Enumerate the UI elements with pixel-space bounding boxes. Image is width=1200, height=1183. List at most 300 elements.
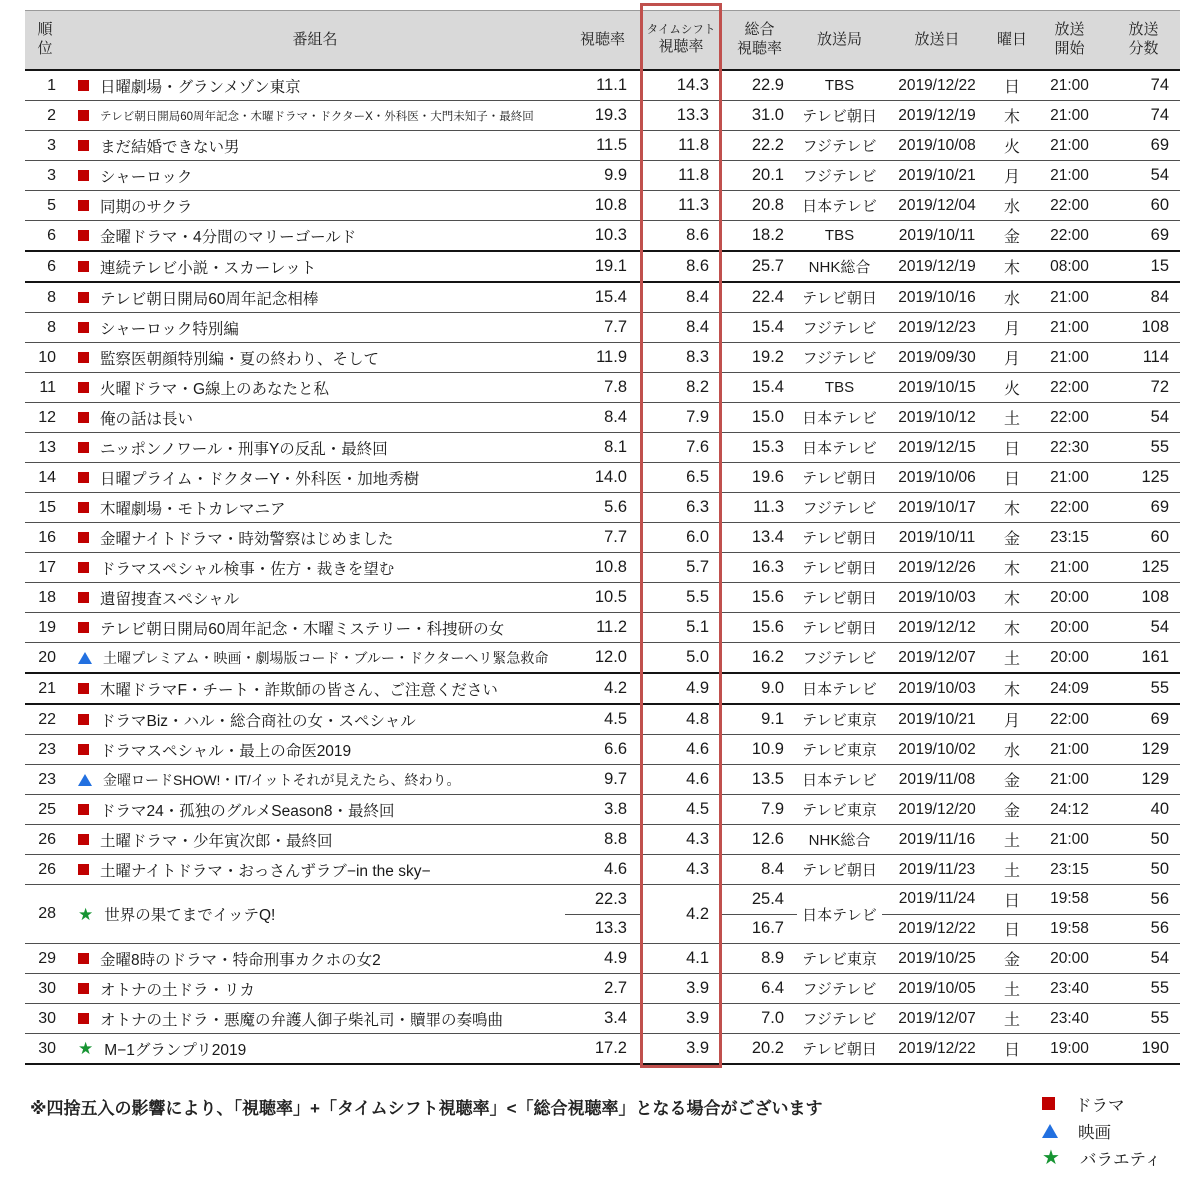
cell-rating: 8.8 xyxy=(604,830,627,848)
cell-station: 日本テレビ xyxy=(802,772,877,789)
cell-program-name xyxy=(65,497,565,519)
cell-station: 日本テレビ xyxy=(802,681,877,698)
cell-rating: 7.7 xyxy=(604,528,627,546)
cell-timeshift: 4.1 xyxy=(686,949,709,967)
table-row xyxy=(25,101,1180,131)
cell-timeshift: 8.6 xyxy=(686,257,709,275)
cell-station: フジテレビ xyxy=(802,350,877,367)
cell-timeshift: 14.3 xyxy=(676,76,709,94)
cell-day: 月 xyxy=(1003,351,1020,368)
cell-program-name xyxy=(65,225,565,247)
cell-program-name xyxy=(65,770,565,790)
cell-program-name xyxy=(65,557,565,579)
program-name-text: 連続テレビ小説・スカーレット xyxy=(100,259,317,277)
program-name-text: テレビ朝日開局60周年記念相棒 xyxy=(100,290,319,308)
drama-square-icon xyxy=(78,592,89,603)
program-name-text: ドラマBiz・ハル・総合商社の女・スペシャル xyxy=(100,712,416,730)
legend-label: ドラマ xyxy=(1075,1096,1125,1115)
cell-day: 水 xyxy=(1003,291,1020,308)
variety-star-icon: ★ xyxy=(78,1039,94,1058)
cell-timeshift: 4.2 xyxy=(686,904,709,923)
cell-date: 2019/12/12 xyxy=(898,618,976,636)
table-row xyxy=(25,493,1180,523)
cell-timeshift: 5.7 xyxy=(686,558,709,576)
table-row xyxy=(25,583,1180,613)
cell-total: 15.3 xyxy=(751,438,784,456)
cell-rank: 11 xyxy=(39,378,56,396)
cell-timeshift: 11.3 xyxy=(678,196,709,214)
sub-rating: 13.3 xyxy=(594,919,627,938)
cell-station: フジテレビ xyxy=(802,500,877,517)
cell-timeshift: 8.3 xyxy=(686,348,709,366)
cell-minutes: 55 xyxy=(1150,679,1169,697)
movie-triangle-icon xyxy=(78,652,92,664)
col-header-minutes xyxy=(1107,21,1180,59)
cell-station: 日本テレビ xyxy=(802,440,877,457)
cell-date: 2019/09/30 xyxy=(898,348,976,366)
program-name-text: ニッポンノワール・刑事Yの反乱・最終回 xyxy=(100,440,388,458)
cell-date: 2019/12/19 xyxy=(898,106,976,124)
cell-station: フジテレビ xyxy=(802,650,877,667)
cell-start: 20:00 xyxy=(1050,648,1089,666)
program-name-text: 金曜ナイトドラマ・時効警察はじめました xyxy=(100,530,394,548)
cell-start: 22:00 xyxy=(1050,196,1089,214)
cell-minutes: 190 xyxy=(1141,1039,1169,1057)
cell-total: 15.4 xyxy=(751,318,784,336)
cell-start: 22:00 xyxy=(1050,408,1089,426)
drama-square-icon xyxy=(78,322,89,333)
cell-day: 金 xyxy=(1003,803,1020,820)
cell-program-name xyxy=(65,256,565,278)
cell-program-name xyxy=(65,648,565,668)
cell-station: テレビ朝日 xyxy=(802,590,877,607)
cell-rank: 26 xyxy=(38,860,56,878)
cell-day: 土 xyxy=(1003,982,1020,999)
cell-rating xyxy=(565,885,640,943)
drama-square-icon xyxy=(78,562,89,573)
cell-total: 8.4 xyxy=(761,860,784,878)
cell-day: 月 xyxy=(1003,321,1020,338)
cell-start: 22:00 xyxy=(1050,378,1089,396)
cell-total: 6.4 xyxy=(761,979,784,997)
program-name-text: テレビ朝日開局60周年記念・木曜ドラマ・ドクターX・外科医・大門未知子・最終回 xyxy=(100,110,534,123)
cell-day: 日 xyxy=(1003,79,1020,96)
cell-total: 12.6 xyxy=(751,830,784,848)
drama-square-icon xyxy=(78,261,89,272)
table-row xyxy=(25,855,1180,885)
table-row xyxy=(25,283,1180,313)
drama-square-icon xyxy=(78,683,89,694)
cell-minutes: 108 xyxy=(1141,588,1169,606)
cell-rating: 10.5 xyxy=(594,588,627,606)
drama-square-icon xyxy=(78,292,89,303)
cell-program-name xyxy=(65,859,565,881)
cell-total: 15.6 xyxy=(751,588,784,606)
cell-program-name xyxy=(65,75,565,97)
col-header-timeshift xyxy=(640,23,722,56)
cell-date: 2019/12/23 xyxy=(898,318,976,336)
cell-start: 22:30 xyxy=(1050,438,1089,456)
cell-timeshift: 6.0 xyxy=(686,528,709,546)
cell-rank: 2 xyxy=(47,106,56,124)
program-name-text: 土曜プレミアム・映画・劇場版コード・ブルー・ドクターヘリ緊急救命 xyxy=(103,649,549,666)
program-name-text: 土曜ナイトドラマ・おっさんずラブ−in the sky− xyxy=(100,862,431,880)
cell-station: TBS xyxy=(824,379,855,396)
cell-rating: 11.1 xyxy=(596,76,627,94)
cell-rank: 15 xyxy=(38,498,56,516)
cell-program-name xyxy=(65,978,565,1000)
cell-start: 19:58 xyxy=(1050,919,1089,937)
cell-start: 21:00 xyxy=(1050,106,1089,124)
cell-rating: 9.9 xyxy=(604,166,627,184)
cell-date: 2019/12/07 xyxy=(898,1009,976,1027)
drama-square-icon xyxy=(78,472,89,483)
table-row xyxy=(25,825,1180,855)
cell-program-name xyxy=(65,709,565,731)
variety-star-icon: ★ xyxy=(1042,1146,1060,1169)
program-name-text: 金曜8時のドラマ・特命刑事カクホの女2 xyxy=(100,951,381,969)
cell-program-name xyxy=(65,587,565,609)
cell-day: 金 xyxy=(1003,229,1020,246)
cell-minutes: 69 xyxy=(1150,136,1169,154)
cell-day: 水 xyxy=(1003,743,1020,760)
cell-station: NHK総合 xyxy=(808,832,871,849)
table-row xyxy=(25,221,1180,252)
cell-program-name xyxy=(65,165,565,187)
cell-station: テレビ朝日 xyxy=(802,560,877,577)
cell-minutes: 54 xyxy=(1150,408,1169,426)
program-name-text: ドラマスペシャル検事・佐方・裁きを望む xyxy=(100,560,395,578)
cell-program-name xyxy=(65,617,565,639)
cell-program-name xyxy=(65,108,565,124)
cell-total: 9.0 xyxy=(761,679,784,697)
program-name-text: 木曜劇場・モトカレマニア xyxy=(100,500,286,518)
cell-rating: 11.2 xyxy=(596,618,627,636)
cell-day: 木 xyxy=(1003,682,1020,699)
sub-total: 25.4 xyxy=(722,885,797,915)
cell-rating: 10.8 xyxy=(594,558,627,576)
cell-program-name xyxy=(65,317,565,339)
drama-square-icon xyxy=(78,714,89,725)
cell-rank: 14 xyxy=(38,468,56,486)
cell-date: 2019/10/06 xyxy=(898,468,976,486)
cell-rating: 4.2 xyxy=(604,679,627,697)
table-row xyxy=(25,191,1180,221)
cell-program-name xyxy=(65,1038,565,1060)
cell-rating: 10.8 xyxy=(594,196,627,214)
program-name-text: 日曜劇場・グランメゾン東京 xyxy=(100,78,301,96)
table-row xyxy=(25,944,1180,974)
cell-rank: 23 xyxy=(38,770,56,788)
drama-square-icon xyxy=(78,622,89,633)
table-row xyxy=(25,313,1180,343)
cell-day: 木 xyxy=(1003,109,1020,126)
drama-square-icon xyxy=(78,170,89,181)
cell-minutes: 54 xyxy=(1150,166,1169,184)
col-header-start-line1: 放送 xyxy=(1054,21,1085,39)
cell-program-name xyxy=(65,407,565,429)
col-header-rank xyxy=(25,21,65,59)
cell-day: 金 xyxy=(1003,952,1020,969)
cell-timeshift: 6.3 xyxy=(686,498,709,516)
cell-start: 23:40 xyxy=(1050,979,1089,997)
broadcast-subrow xyxy=(882,915,1180,944)
cell-date: 2019/12/26 xyxy=(898,558,976,576)
cell-timeshift: 3.9 xyxy=(686,1009,709,1027)
cell-station: フジテレビ xyxy=(802,981,877,998)
cell-start: 24:12 xyxy=(1050,800,1089,818)
cell-date: 2019/10/02 xyxy=(898,740,976,758)
cell-timeshift: 8.2 xyxy=(686,378,709,396)
program-name-text: 世界の果てまでイッテQ! xyxy=(104,907,276,924)
program-name-text: 土曜ドラマ・少年寅次郎・最終回 xyxy=(100,832,333,850)
cell-day: 月 xyxy=(1003,713,1020,730)
table-row xyxy=(25,613,1180,643)
col-header-rank-line2: 位 xyxy=(37,40,53,57)
cell-minutes: 74 xyxy=(1150,106,1169,124)
cell-start: 21:00 xyxy=(1050,318,1089,336)
cell-start: 24:09 xyxy=(1050,679,1089,697)
cell-timeshift: 4.3 xyxy=(686,830,709,848)
cell-start: 22:00 xyxy=(1050,226,1089,244)
table-row xyxy=(25,463,1180,493)
cell-minutes: 60 xyxy=(1150,528,1169,546)
table-row xyxy=(25,71,1180,101)
cell-rank: 20 xyxy=(38,648,56,666)
cell-day: 木 xyxy=(1003,260,1020,277)
col-header-rating: 視聴率 xyxy=(579,30,625,48)
table-row xyxy=(25,674,1180,705)
table-row xyxy=(25,885,1180,944)
cell-minutes: 56 xyxy=(1150,889,1169,908)
cell-station: テレビ朝日 xyxy=(802,862,877,879)
drama-square-icon xyxy=(78,953,89,964)
col-header-start-line2: 開始 xyxy=(1054,40,1085,57)
cell-day: 水 xyxy=(1003,199,1020,216)
cell-date: 2019/11/08 xyxy=(898,770,976,788)
cell-total xyxy=(722,885,797,943)
cell-minutes: 40 xyxy=(1150,800,1169,818)
cell-program-name xyxy=(65,678,565,700)
cell-total: 8.9 xyxy=(761,949,784,967)
cell-date: 2019/10/11 xyxy=(898,226,976,244)
cell-date: 2019/12/22 xyxy=(898,1039,976,1057)
cell-rank: 28 xyxy=(38,905,56,922)
program-name-text: まだ結婚できない男 xyxy=(100,138,240,156)
table-row xyxy=(25,343,1180,373)
broadcast-subrow xyxy=(882,885,1180,915)
cell-date: 2019/10/03 xyxy=(898,588,976,606)
table-row xyxy=(25,1004,1180,1034)
col-header-minutes-line1: 放送 xyxy=(1128,21,1159,39)
cell-total: 7.0 xyxy=(761,1009,784,1027)
cell-minutes: 74 xyxy=(1150,76,1169,94)
cell-rating: 6.6 xyxy=(604,740,627,758)
cell-start: 19:58 xyxy=(1050,890,1089,908)
table-row xyxy=(25,765,1180,795)
cell-day: 木 xyxy=(1003,591,1020,608)
cell-rank: 21 xyxy=(38,679,56,697)
drama-square-icon xyxy=(78,382,89,393)
drama-square-icon xyxy=(78,804,89,815)
cell-program-name xyxy=(65,347,565,369)
movie-triangle-icon xyxy=(1042,1124,1058,1138)
cell-rank: 5 xyxy=(47,196,56,214)
cell-program-name xyxy=(65,135,565,157)
cell-program-name xyxy=(65,377,565,399)
drama-square-icon xyxy=(78,983,89,994)
cell-date: 2019/12/07 xyxy=(898,648,976,666)
cell-total: 22.2 xyxy=(751,136,784,154)
program-name-text: M−1グランプリ2019 xyxy=(104,1041,247,1059)
cell-date: 2019/12/20 xyxy=(898,800,976,818)
drama-square-icon xyxy=(78,532,89,543)
cell-rating: 7.7 xyxy=(604,318,627,336)
table-row xyxy=(25,403,1180,433)
cell-total: 13.4 xyxy=(751,528,784,546)
cell-station: 日本テレビ xyxy=(802,906,877,924)
cell-total: 7.9 xyxy=(761,800,784,818)
cell-date: 2019/10/25 xyxy=(898,949,976,967)
col-header-total xyxy=(722,21,797,59)
cell-station: テレビ東京 xyxy=(802,712,877,729)
cell-day: 土 xyxy=(1003,411,1020,428)
rounding-footnote: ※四捨五入の影響により、「視聴率」+「タイムシフト視聴率」<「総合視聴率」となる場合がございます xyxy=(30,1099,823,1118)
program-name-text: 火曜ドラマ・G線上のあなたと私 xyxy=(100,380,330,398)
cell-total: 20.2 xyxy=(751,1039,784,1057)
cell-minutes: 54 xyxy=(1150,618,1169,636)
cell-timeshift: 11.8 xyxy=(678,136,709,154)
cell-start: 20:00 xyxy=(1050,618,1089,636)
cell-rating: 4.9 xyxy=(604,949,627,967)
cell-program-name xyxy=(65,287,565,309)
cell-day: 土 xyxy=(1003,833,1020,850)
cell-start: 23:15 xyxy=(1050,860,1089,878)
cell-rank: 8 xyxy=(47,318,56,336)
cell-date: 2019/10/12 xyxy=(898,408,976,426)
cell-program-name xyxy=(65,195,565,217)
cell-timeshift: 5.0 xyxy=(686,648,709,666)
cell-rating: 9.7 xyxy=(604,770,627,788)
cell-minutes: 15 xyxy=(1150,257,1169,275)
cell-start: 23:40 xyxy=(1050,1009,1089,1027)
cell-total: 19.6 xyxy=(751,468,784,486)
variety-star-icon: ★ xyxy=(78,904,94,924)
program-name-text: 日曜プライム・ドクターY・外科医・加地秀樹 xyxy=(100,470,420,488)
program-name-text: 監察医朝顔特別編・夏の終わり、そして xyxy=(100,350,380,368)
movie-triangle-icon xyxy=(78,774,92,786)
cell-minutes: 72 xyxy=(1150,378,1169,396)
cell-day: 木 xyxy=(1003,561,1020,578)
cell-station: フジテレビ xyxy=(802,138,877,155)
cell-rating: 8.1 xyxy=(604,438,627,456)
cell-rating: 19.3 xyxy=(594,106,627,124)
cell-minutes: 69 xyxy=(1150,710,1169,728)
cell-total: 31.0 xyxy=(751,106,784,124)
cell-rating: 19.1 xyxy=(594,257,627,275)
col-header-timeshift-line1: タイムシフト xyxy=(646,24,716,37)
cell-station: TBS xyxy=(824,227,855,244)
cell-date: 2019/10/21 xyxy=(898,166,976,184)
cell-day: 土 xyxy=(1003,651,1020,668)
cell-total: 22.4 xyxy=(751,288,784,306)
cell-timeshift: 3.9 xyxy=(686,979,709,997)
cell-minutes: 129 xyxy=(1141,770,1169,788)
drama-square-icon xyxy=(78,502,89,513)
cell-date: 2019/10/08 xyxy=(898,136,976,154)
cell-timeshift: 8.6 xyxy=(686,226,709,244)
cell-date: 2019/10/21 xyxy=(898,710,976,728)
cell-minutes: 69 xyxy=(1150,226,1169,244)
cell-start: 21:00 xyxy=(1050,558,1089,576)
cell-total: 20.8 xyxy=(751,196,784,214)
cell-minutes: 125 xyxy=(1141,558,1169,576)
cell-minutes: 55 xyxy=(1150,979,1169,997)
cell-rating: 2.7 xyxy=(604,979,627,997)
drama-square-icon xyxy=(78,80,89,91)
cell-minutes: 84 xyxy=(1150,288,1169,306)
ratings-table xyxy=(25,10,1180,1065)
cell-date: 2019/10/16 xyxy=(898,288,976,306)
cell-station: フジテレビ xyxy=(802,320,877,337)
cell-date: 2019/10/17 xyxy=(898,498,976,516)
cell-minutes: 125 xyxy=(1141,468,1169,486)
cell-start: 20:00 xyxy=(1050,949,1089,967)
cell-start: 21:00 xyxy=(1050,468,1089,486)
cell-station: テレビ朝日 xyxy=(802,470,877,487)
cell-rating: 3.4 xyxy=(604,1009,627,1027)
cell-timeshift: 4.3 xyxy=(686,860,709,878)
cell-timeshift: 4.8 xyxy=(686,710,709,728)
legend-label: バラエティ xyxy=(1079,1150,1162,1169)
drama-square-icon xyxy=(78,864,89,875)
col-header-station: 放送局 xyxy=(816,30,862,48)
cell-start: 21:00 xyxy=(1050,740,1089,758)
table-row xyxy=(25,131,1180,161)
cell-timeshift: 7.9 xyxy=(686,408,709,426)
cell-rating: 10.3 xyxy=(594,226,627,244)
cell-rank: 3 xyxy=(47,136,56,154)
cell-rating: 4.6 xyxy=(604,860,627,878)
cell-date: 2019/10/05 xyxy=(898,979,976,997)
cell-total: 9.1 xyxy=(761,710,784,728)
cell-rank: 16 xyxy=(38,528,56,546)
cell-day: 火 xyxy=(1003,139,1020,156)
cell-station: テレビ朝日 xyxy=(802,620,877,637)
cell-rank: 1 xyxy=(47,76,56,94)
cell-day: 日 xyxy=(1003,441,1020,458)
table-row xyxy=(25,974,1180,1004)
cell-rank: 19 xyxy=(38,618,56,636)
cell-rank: 10 xyxy=(38,348,56,366)
cell-total: 15.0 xyxy=(751,408,784,426)
cell-rating: 4.5 xyxy=(604,710,627,728)
table-header xyxy=(25,10,1180,71)
cell-start: 20:00 xyxy=(1050,588,1089,606)
col-header-rank-line1: 順 xyxy=(37,21,53,39)
cell-rank: 30 xyxy=(38,1009,56,1027)
cell-minutes: 108 xyxy=(1141,318,1169,336)
cell-date: 2019/12/19 xyxy=(898,257,976,275)
cell-timeshift: 11.8 xyxy=(678,166,709,184)
cell-total: 10.9 xyxy=(751,740,784,758)
table-row xyxy=(25,795,1180,825)
cell-rating: 7.8 xyxy=(604,378,627,396)
cell-day: 金 xyxy=(1003,773,1020,790)
cell-minutes: 56 xyxy=(1150,919,1169,938)
cell-minutes: 50 xyxy=(1150,830,1169,848)
table-row xyxy=(25,433,1180,463)
